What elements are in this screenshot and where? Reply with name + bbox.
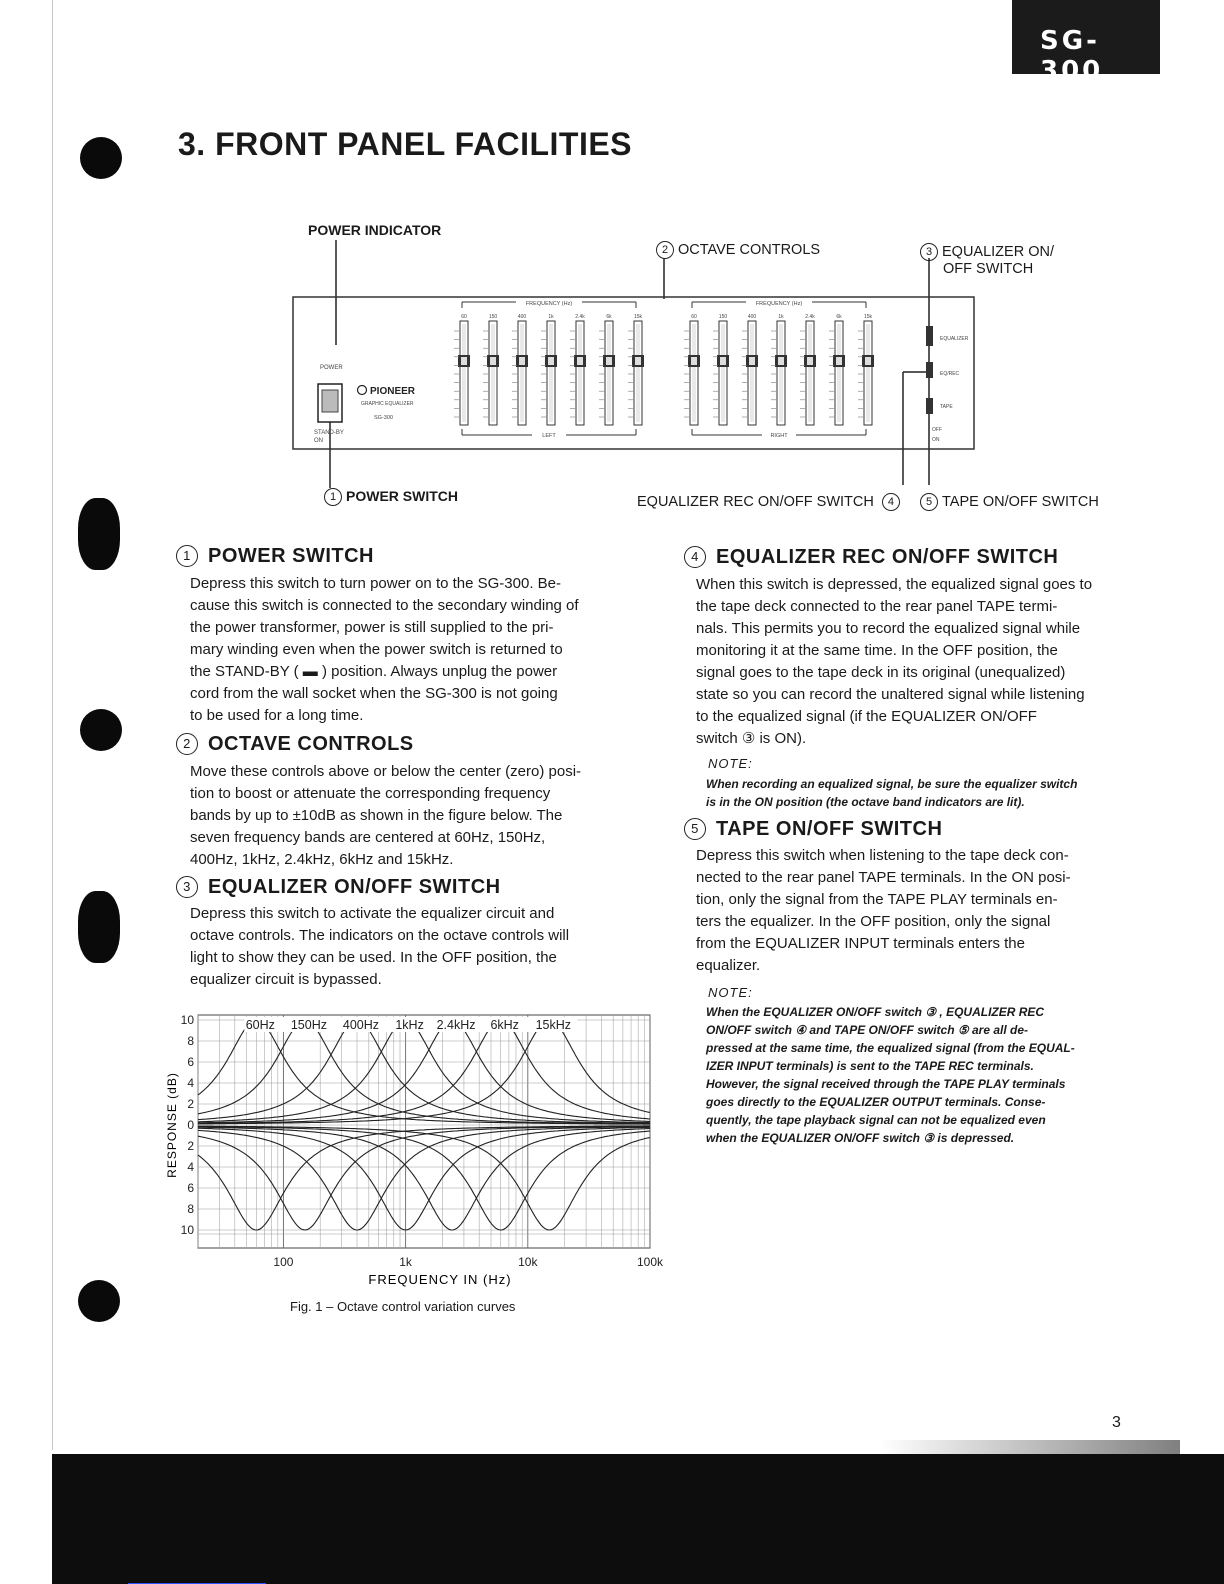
y-tick-label: 4 — [187, 1160, 194, 1174]
band-label: 150 — [488, 314, 498, 320]
band-label: 400 — [747, 314, 757, 320]
panel-on-text-2: ON — [932, 437, 940, 443]
text-line: the power transformer, power is still supplied to the pri- — [190, 619, 554, 636]
power-button-face — [322, 390, 338, 412]
panel-standby-text: STAND-BY — [314, 430, 344, 436]
y-tick-label: 10 — [180, 1013, 194, 1027]
section-number: 4 — [684, 546, 706, 568]
panel-power-text: POWER — [320, 365, 343, 371]
y-tick-label: 8 — [187, 1202, 194, 1216]
scan-bottom-band — [52, 1454, 1224, 1584]
text-line: When this switch is depressed, the equalized signal goes to — [696, 576, 1093, 593]
slider-knob-face — [865, 357, 871, 365]
panel-on-text: ON — [314, 438, 323, 444]
panel-off-text: OFF — [932, 427, 942, 433]
text-line: signal goes to the tape deck in its original (unequalized) — [696, 664, 1066, 681]
text-line: equalizer circuit is bypassed. — [190, 971, 382, 988]
slider-slot — [520, 324, 524, 422]
octave-curves-chart — [150, 1005, 680, 1290]
band-label: 15k — [863, 314, 873, 320]
section-3-heading — [176, 876, 501, 899]
power-indicator-label: POWER INDICATOR — [308, 222, 442, 238]
panel-brand-text: PIONEER — [370, 386, 416, 397]
band-label: 60 — [461, 314, 467, 320]
panel-eqrec-text: EQ/REC — [940, 371, 960, 377]
band-label: 15kHz — [535, 1018, 572, 1032]
slider-knob-face — [606, 357, 612, 365]
band-label: 15k — [633, 314, 643, 320]
text-line: tion to boost or attenuate the corresponding frequency — [190, 785, 551, 802]
panel-model-text: SG-300 — [374, 415, 393, 421]
band-label: 2.4kHz — [436, 1018, 476, 1032]
slider-slot — [866, 324, 870, 422]
note-line: is in the ON position (the octave band indicators are lit). — [706, 795, 1025, 809]
section-4-note — [706, 775, 1132, 811]
slider-slot — [462, 324, 466, 422]
callout-number: 1 — [324, 488, 342, 506]
slider-knob-face — [548, 357, 554, 365]
band-label: 6kHz — [490, 1018, 519, 1032]
right-label: RIGHT — [770, 433, 788, 439]
cut-curve — [198, 1127, 650, 1231]
slider-knob-face — [778, 357, 784, 365]
cut-curve — [198, 1126, 650, 1230]
slider-slot — [837, 324, 841, 422]
note-line: when the EQUALIZER ON/OFF switch ③ is depressed. — [706, 1131, 1015, 1145]
y-tick-label: 6 — [187, 1181, 194, 1195]
slider-knob-face — [635, 357, 641, 365]
boost-curve — [198, 1020, 650, 1124]
page-number: 3 — [1112, 1414, 1121, 1431]
y-tick-label: 6 — [187, 1055, 194, 1069]
text-line: state so you can record the unaltered signal while listening — [696, 686, 1085, 703]
slider-slot — [692, 324, 696, 422]
pioneer-logo-icon — [358, 386, 367, 395]
section-1-heading — [176, 545, 374, 568]
freq-label-left: FREQUENCY (Hz) — [525, 301, 573, 307]
text-line: to the equalized signal (if the EQUALIZER ON/OFF — [696, 708, 1037, 725]
text-line: light to show they can be used. In the OFF position, the — [190, 949, 557, 966]
text-line: equalizer. — [696, 957, 761, 974]
chart-band-labels — [244, 1017, 577, 1032]
band-label: 400 — [517, 314, 527, 320]
cut-curve — [198, 1126, 650, 1230]
text-line: cord from the wall socket when the SG-300 is not going — [190, 685, 558, 702]
freq-label-right: FREQUENCY (Hz) — [755, 301, 803, 307]
section-2-heading — [176, 733, 414, 756]
text-line: from the EQUALIZER INPUT terminals enters the — [696, 935, 1025, 952]
band-label: 1k — [548, 314, 554, 320]
binder-hole — [80, 709, 122, 751]
y-tick-label: 0 — [187, 1118, 194, 1132]
equalizer-switch — [926, 326, 933, 346]
slider-knob-face — [577, 357, 583, 365]
text-line: seven frequency bands are centered at 60Hz, 150Hz, — [190, 829, 546, 846]
band-label: 60Hz — [245, 1018, 275, 1032]
slider-knob-face — [749, 357, 755, 365]
slider-knob-face — [490, 357, 496, 365]
text-line: nals. This permits you to record the equalized signal while — [696, 620, 1081, 637]
slider-knob-face — [691, 357, 697, 365]
binder-hole — [78, 891, 120, 963]
scan-shadow — [880, 1440, 1180, 1454]
section-5-note-label: NOTE: — [708, 985, 753, 1000]
slider-slot — [549, 324, 553, 422]
text-line: Depress this switch to turn power on to the SG-300. Be- — [190, 575, 562, 592]
right-octave-sliders — [684, 314, 874, 425]
section-4-heading — [684, 546, 1058, 569]
band-label: 60 — [691, 314, 697, 320]
section-4-body — [696, 574, 1132, 750]
text-line: monitoring it at the same time. In the OFF position, the — [696, 642, 1058, 659]
slider-knob-face — [720, 357, 726, 365]
text-line: octave controls. The indicators on the octave controls will — [190, 927, 570, 944]
x-tick-label: 100k — [636, 1255, 664, 1269]
boost-curve — [198, 1020, 650, 1124]
note-line: When the EQUALIZER ON/OFF switch ③ , EQUALIZER REC — [706, 1005, 1045, 1019]
tape-switch — [926, 398, 933, 414]
text-line: switch ③ is ON). — [696, 730, 807, 747]
boost-curve — [198, 1020, 650, 1123]
callout-number: 3 — [920, 243, 938, 261]
band-label: 150Hz — [290, 1018, 327, 1032]
binder-hole — [78, 1280, 120, 1322]
callout-number: 4 — [882, 493, 900, 511]
text-line: bands by up to ±10dB as shown in the figure below. The — [190, 807, 563, 824]
text-line: tion, only the signal from the TAPE PLAY terminals en- — [696, 891, 1058, 908]
panel-equalizer-text: EQUALIZER — [940, 336, 969, 342]
y-tick-label: 8 — [187, 1034, 194, 1048]
y-tick-label: 4 — [187, 1076, 194, 1090]
slider-knob-face — [836, 357, 842, 365]
note-line: goes directly to the EQUALIZER OUTPUT terminals. Conse- — [706, 1095, 1046, 1109]
heading-text: OCTAVE CONTROLS — [208, 733, 414, 755]
slider-slot — [721, 324, 725, 422]
text-line: Depress this switch when listening to the tape deck con- — [696, 847, 1069, 864]
section-number: 2 — [176, 733, 198, 755]
eq-rec-switch — [926, 362, 933, 378]
section-5-heading — [684, 818, 942, 841]
x-tick-label: 1k — [399, 1255, 412, 1269]
slider-slot — [779, 324, 783, 422]
note-line: quently, the tape playback signal can not be equalized even — [706, 1113, 1046, 1127]
y-tick-label: 10 — [180, 1223, 194, 1237]
boost-curve — [198, 1020, 650, 1124]
slider-slot — [636, 324, 640, 422]
left-label: LEFT — [542, 433, 556, 439]
octave-controls-label: OCTAVE CONTROLS — [678, 241, 821, 258]
band-label: 1k — [778, 314, 784, 320]
text-line: Move these controls above or below the center (zero) posi- — [190, 763, 582, 780]
band-label: 2.4k — [575, 314, 585, 320]
slider-slot — [578, 324, 582, 422]
note-line: IZER INPUT terminals) is sent to the TAPE REC terminals. — [706, 1059, 1034, 1073]
section-number: 1 — [176, 545, 198, 567]
band-label: 400Hz — [342, 1018, 380, 1032]
text-line: to be used for a long time. — [190, 707, 364, 724]
tape-switch-label: TAPE ON/OFF SWITCH — [942, 493, 1099, 510]
text-line: the STAND-BY ( ▬ ) position. Always unplug the power — [190, 663, 558, 680]
slider-slot — [491, 324, 495, 422]
text-line: Depress this switch to activate the equalizer circuit and — [190, 905, 555, 922]
section-5-body — [696, 845, 1132, 977]
slider-knob-face — [807, 357, 813, 365]
cut-curve — [198, 1127, 650, 1230]
heading-text: POWER SWITCH — [208, 545, 374, 567]
band-label: 150 — [718, 314, 728, 320]
heading-text: TAPE ON/OFF SWITCH — [716, 818, 943, 840]
slider-knob-face — [519, 357, 525, 365]
slider-slot — [750, 324, 754, 422]
front-panel-diagram — [0, 0, 1224, 520]
y-tick-label: 2 — [187, 1139, 194, 1153]
text-line: nected to the rear panel TAPE terminals. In the ON posi- — [696, 869, 1071, 886]
section-number: 3 — [176, 876, 198, 898]
x-tick-label: 100 — [273, 1255, 294, 1269]
band-label: 1kHz — [395, 1018, 424, 1032]
panel-tape-text: TAPE — [940, 404, 953, 410]
panel-product-text: GRAPHIC EQUALIZER — [361, 401, 414, 407]
callout-number: 5 — [920, 493, 938, 511]
page-title: 3. FRONT PANEL FACILITIES — [178, 126, 633, 162]
text-line: the tape deck connected to the rear panel TAPE termi- — [696, 598, 1058, 615]
y-tick-label: 2 — [187, 1097, 194, 1111]
slider-slot — [808, 324, 812, 422]
section-5-note — [706, 1003, 1132, 1147]
cut-curve — [198, 1126, 650, 1230]
x-tick-label: 10k — [518, 1255, 538, 1269]
note-line: pressed at the same time, the equalized signal (from the EQUAL- — [706, 1041, 1075, 1055]
section-1-body — [190, 573, 626, 727]
slider-knob-face — [461, 357, 467, 365]
section-4-note-label: NOTE: — [708, 756, 753, 771]
power-switch-label: POWER SWITCH — [346, 488, 458, 504]
text-line: ters the equalizer. In the OFF position, only the signal — [696, 913, 1051, 930]
text-line: cause this switch is connected to the secondary winding of — [190, 597, 579, 614]
chart-y-ticks — [181, 1013, 195, 1237]
band-label: 2.4k — [805, 314, 815, 320]
note-line: However, the signal received through the TAPE PLAY terminals — [706, 1077, 1066, 1091]
band-label: 6k — [836, 314, 842, 320]
chart-x-axis-label: FREQUENCY IN (Hz) — [368, 1272, 512, 1287]
band-label: 6k — [606, 314, 612, 320]
heading-text: EQUALIZER REC ON/OFF SWITCH — [716, 546, 1059, 568]
note-line: When recording an equalized signal, be sure the equalizer switch — [706, 777, 1078, 791]
heading-text: EQUALIZER ON/OFF SWITCH — [208, 876, 501, 898]
section-2-body — [190, 761, 626, 871]
note-line: ON/OFF switch ④ and TAPE ON/OFF switch ⑤ are all de- — [706, 1023, 1029, 1037]
eq-switch-label-line2: OFF SWITCH — [943, 261, 1034, 277]
model-label: SG-300 — [1040, 26, 1104, 86]
section-3-body — [190, 903, 626, 991]
chart-y-axis-label: RESPONSE (dB) — [165, 1072, 179, 1178]
chart-x-ticks — [273, 1255, 664, 1269]
slider-slot — [607, 324, 611, 422]
left-octave-sliders — [454, 314, 644, 425]
section-number: 5 — [684, 818, 706, 840]
figure-caption: Fig. 1 – Octave control variation curves — [290, 1299, 516, 1314]
eq-rec-switch-label: EQUALIZER REC ON/OFF SWITCH — [637, 493, 874, 510]
text-line: mary winding even when the power switch is returned to — [190, 641, 563, 658]
text-line: 400Hz, 1kHz, 2.4kHz, 6kHz and 15kHz. — [190, 851, 454, 868]
boost-curve — [198, 1020, 650, 1124]
eq-switch-label-line1: EQUALIZER ON/ — [942, 243, 1054, 260]
callout-number: 2 — [656, 241, 674, 259]
